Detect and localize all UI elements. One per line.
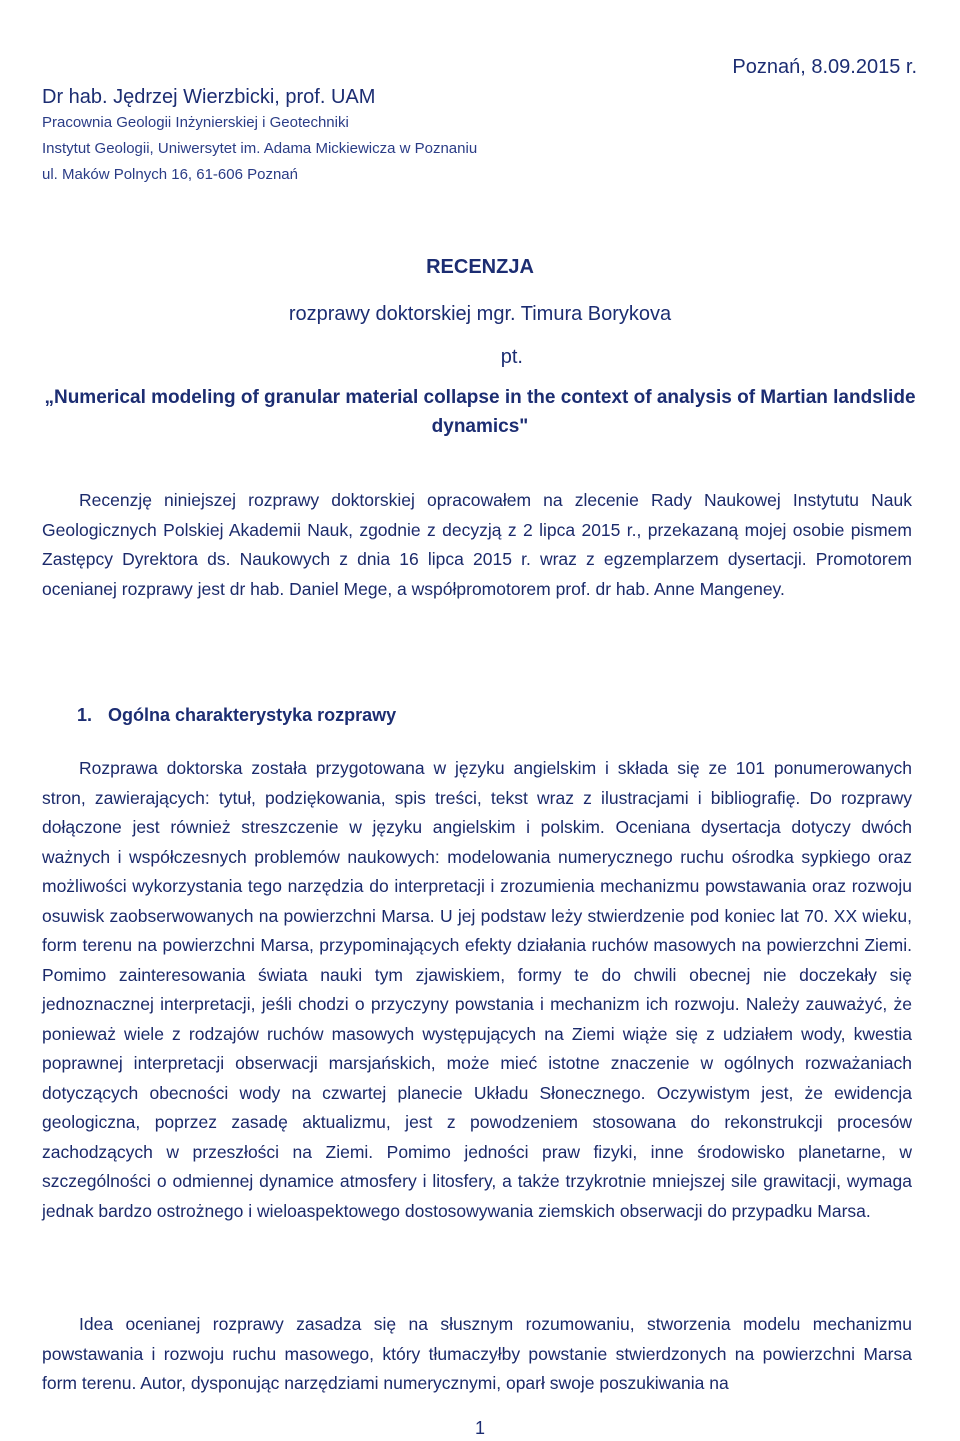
review-subtitle: rozprawy doktorskiej mgr. Timura Borykova <box>288 303 672 325</box>
dissertation-title: „Numerical modeling of granular material collapse in the context of analysis of Martian landslide dynamics" <box>44 387 916 437</box>
intro-paragraph: Recenzję niniejszej rozprawy doktorskiej opracowałem na zlecenie Rady Naukowej Instytutu Nauk Geologicznych Polskiej Akademii Nauk, zgodnie z decyzją z 2 lipca 2015 r., przekazaną mojej osobie pismem Zastępcy Dyrektora ds. Naukowych z dnia 16 lipca 2015 r. wraz z egzemplarzem dysertacji. Promotorem ocenianej rozprawy jest dr hab. Daniel Mege, a współpromotorem prof. dr hab. Anne Mangeney. <box>42 490 912 599</box>
institute-line: Instytut Geologii, Uniwersytet im. Adama Mickiewicza w Poznaniu <box>42 140 478 157</box>
page-number: 1 <box>474 1418 485 1438</box>
section-heading <box>77 705 396 726</box>
body-paragraph: Rozprawa doktorska została przygotowana w języku angielskim i składa się ze 101 ponumerowanych stron, zawierających: tytuł, podziękowania, spis treści, tekst wraz z ilustracjami i bibliografię. Do rozprawy dołączone jest również streszczenie w języku angielskim i polskim. Oceniana dysertacja dotyczy dwóch ważnych i współczesnych problemów naukowych: modelowania numerycznego ruchu ośrodka sypkiego oraz możliwości wykorzystania tego narzędzia do interpretacji i zrozumienia mechanizmu powstawania oraz rozwoju osuwisk zaobserwowanych na powierzchni Marsa. U jej podstaw leży stwierdzenie pod koniec lat 70. XX wieku, form terenu na powierzchni Marsa, przypominających efekty działania ruchów masowych na powierzchni Ziemi. Pomimo zainteresowania świata nauki tym zjawiskiem, formy te do chwili obecnej nie doczekały się jednoznacznej interpretacji, jeśli chodzi o przyczyny powstania i mechanizm ich rozwoju. Należy zauważyć, że ponieważ wiele z rodzajów ruchów masowych występujących na Ziemi wiąże się z udziałem wody, kwestia poprawnej interpretacji obserwacji marsjańskich, może mieć istotne znaczenie w ogólnych rozważaniach dotyczących obecności wody na czwartej planecie Układu Słonecznego. Oczywistym jest, że ewidencja geologiczna, poprzez zasadę aktualizmu, jest z powodzeniem stosowana do rekonstrukcji procesów zachodzących w przeszłości na Ziemi. Pomimo jedności praw fizyki, inne środowisko planetarne, w szczególności o odmiennej dynamice atmosfery i litosfery, a także trzykrotnie mniejszej sile grawitacji, wymaga jednak bardzo ostrożnego i wieloaspektowego dostosowywania ziemskich obserwacji do przypadku Marsa. <box>42 758 912 1221</box>
document-date: Poznań, 8.09.2015 r. <box>732 56 917 78</box>
pt-label: pt. <box>500 346 523 368</box>
author-block <box>42 84 562 188</box>
address-line: ul. Maków Polnych 16, 61-606 Poznań <box>42 166 298 183</box>
affiliation-line: Pracownia Geologii Inżynierskiej i Geotechniki <box>42 114 349 131</box>
section-title: Ogólna charakterystyka rozprawy <box>108 705 397 725</box>
review-heading: RECENZJA <box>426 256 534 278</box>
body-paragraph-continued: Idea ocenianej rozprawy zasadza się na słusznym rozumowaniu, stworzenia modelu mechanizmu powstawania i rozwoju ruchu masowego, który tłumaczyłby powstanie stwierdzonych na powierzchni Marsa form terenu. Autor, dysponując narzędziami numerycznymi, oparł swoje poszukiwania na <box>42 1314 912 1393</box>
section-number: 1. <box>77 705 93 725</box>
author-name: Dr hab. Jędrzej Wierzbicki, prof. UAM <box>42 86 376 108</box>
